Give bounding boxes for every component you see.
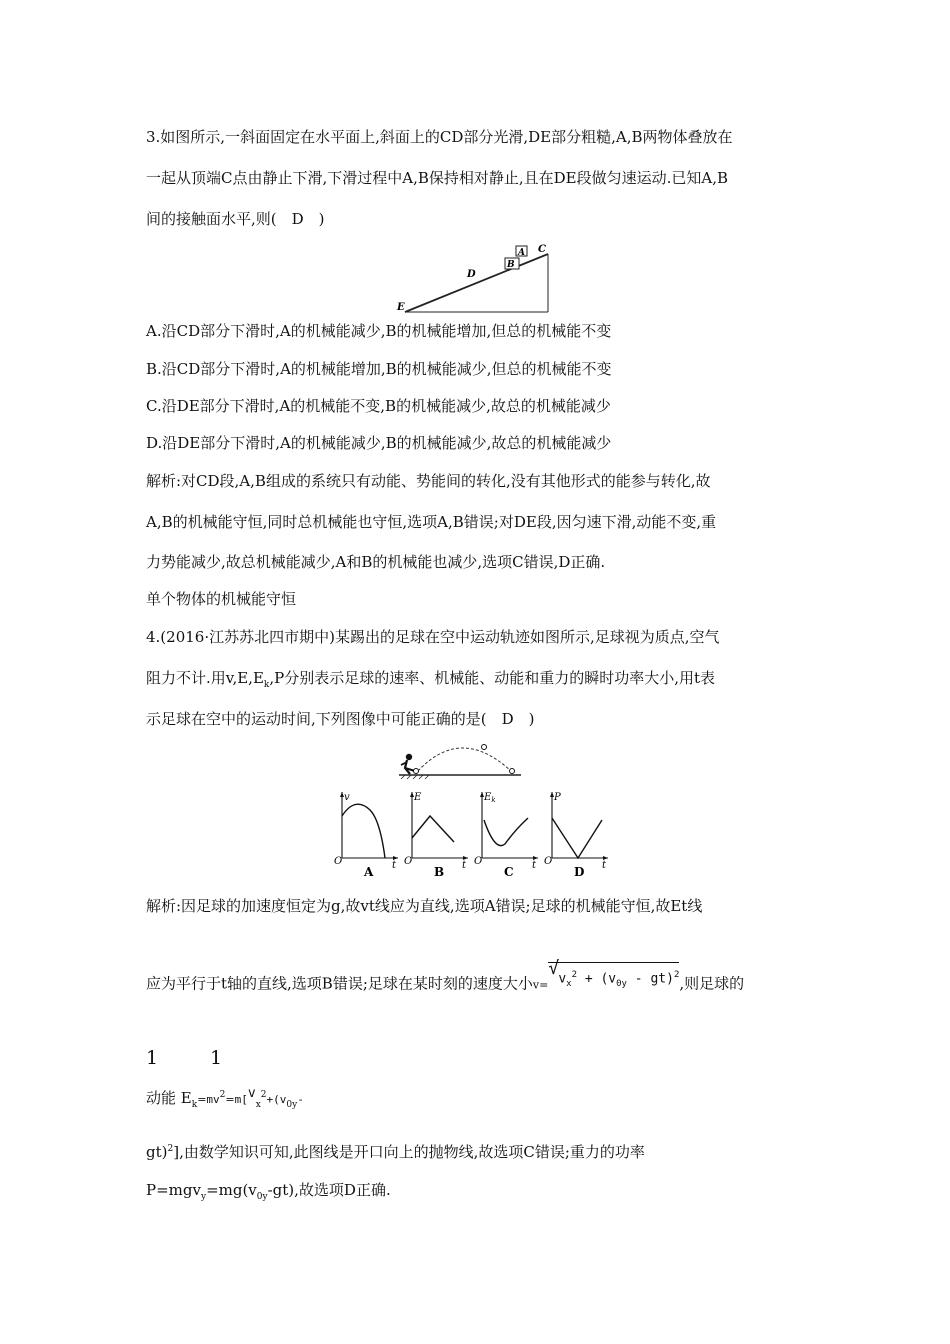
q4-trajectory-figure [395,740,525,780]
graph-d-origin: O [544,856,553,867]
q4-graphs [330,786,620,881]
section-title: 单个物体的机械能守恒 [146,590,297,608]
graph-d [544,792,608,879]
graph-d-tlabel: t [602,860,607,871]
graph-b-origin: O [404,856,413,867]
graph-b [404,792,468,879]
q3-label-c: C [538,244,546,255]
graph-d-option: D [574,865,585,879]
graph-b-tlabel: t [462,860,467,871]
velocity-sqrt-expr: √ $v_x^2 + (v_{0y} - gt)^2$ [548,962,679,994]
q3-option-b: B.沿CD部分下滑时,A的机械能增加,B的机械能减少,但总的机械能不变 [146,360,612,378]
graph-d-ylabel: P [554,792,561,803]
q3-option-d: D.沿DE部分下滑时,A的机械能减少,B的机械能减少,故总的机械能减少 [146,434,612,452]
graph-a [334,792,398,879]
q4-ek-line: 动能 $E_k=mv^2=m[v_x^2+(v_{0y}-$ [146,1086,304,1110]
graph-a-tlabel: t [392,860,397,871]
graph-c-tlabel: t [532,860,537,871]
q4-analysis-line4: gt)$^2$],由数学知识可知,此图线是开口向上的抛物线,故选项C错误;重力的功率 [146,1143,645,1161]
q3-label-d: D [467,269,476,280]
q4-analysis-line2: 应为平行于t轴的直线,选项B错误;足球在某时刻的速度大小v= √ $v_x^2 + (v_{0y} - gt)^2$,则足球的 [146,958,745,993]
graph-b-ylabel: E [414,792,422,803]
q3-option-c: C.沿DE部分下滑时,A的机械能不变,B的机械能减少,故总的机械能减少 [146,397,611,415]
q3-stem-line2: 一起从顶端C点由静止下滑,下滑过程中A,B保持相对静止,且在DE段做匀速运动.已知A,B [146,169,729,187]
q3-analysis-line1: 解析:对CD段,A,B组成的系统只有动能、势能间的转化,没有其他形式的能参与转化,故 [146,472,711,490]
q3-analysis-line2: A,B的机械能守恒,同时总机械能也守恒,选项A,B错误;对DE段,因匀速下滑,动能不变,重 [146,513,717,531]
graph-c-option: C [504,865,514,879]
q3-stem-line3: 间的接触面水平,则( D ) [146,210,325,228]
graph-a-option: A [364,865,374,879]
q3-stem-line1: 3.如图所示,一斜面固定在水平面上,斜面上的CD部分光滑,DE部分粗糙,A,B两物体叠放在 [146,128,733,146]
q3-label-a: A [518,248,525,258]
q3-analysis-line3: 力势能减少,故总机械能减少,A和B的机械能也减少,选项C错误,D正确. [146,553,606,571]
ek-fraction-num-1: 1 [146,1047,159,1069]
graph-a-ylabel: v [344,792,350,803]
ek-fraction-num-2: 1 [210,1047,223,1069]
graph-c-ylabel: $E_k$ [484,792,496,804]
q3-label-b: B [507,260,515,270]
q3-label-e: E [397,302,405,313]
q3-incline-figure [395,240,560,315]
graph-c-origin: O [474,856,483,867]
graph-b-option: B [434,865,445,879]
q4-stem-line2: 阻力不计.用$v,E,E_k,P$分别表示足球的速率、机械能、动能和重力的瞬时功率大小,用t表 [146,669,716,690]
q4-analysis-line1: 解析:因足球的加速度恒定为g,故vt线应为直线,选项A错误;足球的机械能守恒,故Et线 [146,897,703,915]
q4-power-line: $P=mgv_y=mg(v_{0y}-gt)$,故选项D正确. [146,1181,391,1202]
q3-option-a: A.沿CD部分下滑时,A的机械能减少,B的机械能增加,但总的机械能不变 [146,322,612,340]
q4-stem-line3: 示足球在空中的运动时间,下列图像中可能正确的是( D ) [146,710,535,728]
graph-c [474,792,538,879]
graph-a-origin: O [334,856,343,867]
q4-stem-line1: 4.(2016·江苏苏北四市期中)某踢出的足球在空中运动轨迹如图所示,足球视为质点,空气 [146,628,720,646]
